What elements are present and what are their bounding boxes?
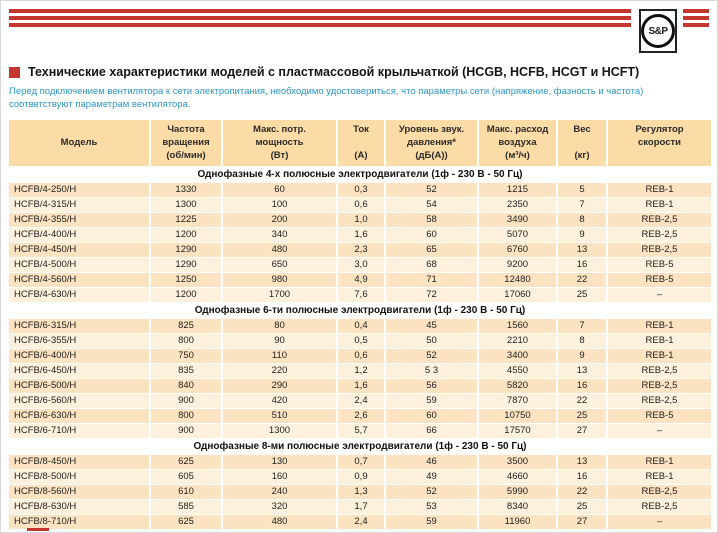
table-cell: 25 [558,409,608,423]
table-cell: 58 [386,213,479,227]
table-cell: 80 [223,319,338,333]
table-cell: 1,6 [338,228,386,242]
header-cell: Ток (А) [338,120,386,166]
table-cell: 27 [558,424,608,438]
table-cell: 1330 [151,183,223,197]
table-cell: 1290 [151,258,223,272]
table-cell: REB-2,5 [608,485,711,499]
table-cell: 5,7 [338,424,386,438]
section-title-row: Однофазные 6-ти полюсные электродвигатели (1ф - 230 В - 50 Гц) [9,303,711,318]
table-cell: HCFB/4-450/H [9,243,151,257]
table-cell: HCFB/4-315/H [9,198,151,212]
table-cell: REB-1 [608,470,711,484]
table-row [9,364,711,378]
table-cell: 7870 [479,394,558,408]
table-cell: 22 [558,485,608,499]
table-cell: REB-2,5 [608,213,711,227]
table-cell: 480 [223,515,338,529]
table-cell: 0,7 [338,455,386,469]
table-cell: REB-2,5 [608,500,711,514]
table-cell: 13 [558,243,608,257]
top-banner [9,9,709,55]
table-cell: 625 [151,515,223,529]
table-cell: 4550 [479,364,558,378]
table-cell: 8 [558,334,608,348]
table-cell: 605 [151,470,223,484]
table-cell: – [608,288,711,302]
table-cell: 110 [223,349,338,363]
table-row [9,334,711,348]
table-cell: 200 [223,213,338,227]
sp-logo [639,9,677,53]
table-cell: 1300 [151,198,223,212]
table-cell: 1,0 [338,213,386,227]
section-heading [9,65,709,79]
table-cell: REB-2,5 [608,364,711,378]
table-cell: 22 [558,273,608,287]
table-cell: 420 [223,394,338,408]
table-cell: 1,7 [338,500,386,514]
table-cell: 625 [151,455,223,469]
table-cell: 340 [223,228,338,242]
table-header-row [9,120,711,166]
table-cell: REB-2,5 [608,379,711,393]
table-cell: 510 [223,409,338,423]
table-cell: 17570 [479,424,558,438]
page-title: Технические характеристики моделей с пластмассовой крыльчаткой (HCGB, HCFB, HCGT и HCFT) [28,65,640,79]
table-cell: 220 [223,364,338,378]
table-cell: 52 [386,485,479,499]
table-row [9,258,711,272]
table-cell: 49 [386,470,479,484]
table-cell: HCFB/6-450/H [9,364,151,378]
table-cell: 59 [386,515,479,529]
table-row [9,228,711,242]
table-cell: 6760 [479,243,558,257]
table-cell: 9 [558,349,608,363]
table-row [9,379,711,393]
table-cell: REB-1 [608,183,711,197]
table-cell: 7 [558,198,608,212]
table-cell: 3490 [479,213,558,227]
table-cell: HCFB/6-710/H [9,424,151,438]
table-cell: 11960 [479,515,558,529]
table-cell: 585 [151,500,223,514]
table-cell: 52 [386,349,479,363]
section-title-row: Однофазные 4-х полюсные электродвигатели (1ф - 230 В - 50 Гц) [9,167,711,182]
table-cell: REB-2,5 [608,243,711,257]
table-cell: 60 [386,228,479,242]
table-cell: 66 [386,424,479,438]
table-cell: 5990 [479,485,558,499]
table-cell: HCFB/4-560/H [9,273,151,287]
table-cell: 27 [558,515,608,529]
table-cell: 825 [151,319,223,333]
table-cell: 1225 [151,213,223,227]
table-row [9,470,711,484]
table-cell: 480 [223,243,338,257]
table-cell: 0,6 [338,349,386,363]
table-row [9,455,711,469]
table-row [9,349,711,363]
table-cell: 0,6 [338,198,386,212]
table-cell: 60 [223,183,338,197]
table-cell: 1,3 [338,485,386,499]
header-cell: Частота вращения (об/мин) [151,120,223,166]
table-cell: REB-2,5 [608,394,711,408]
table-cell: 1560 [479,319,558,333]
table-row [9,500,711,514]
table-row [9,183,711,197]
intro-note: Перед подключением вентилятора к сети электропитания, необходимо удостовериться, что параметры сети (напряжение, фазность и частота) соответствуют параметрам вентилятора. [9,86,644,110]
table-cell: HCFB/8-710/H [9,515,151,529]
table-cell: 16 [558,258,608,272]
table-cell: 1,2 [338,364,386,378]
table-cell: 10750 [479,409,558,423]
table-cell: 13 [558,455,608,469]
table-row [9,288,711,302]
table-cell: REB-1 [608,198,711,212]
table-cell: HCFB/8-560/H [9,485,151,499]
table-cell: HCFB/6-560/H [9,394,151,408]
header-cell: Макс. потр. мощность (Вт) [223,120,338,166]
table-cell: 46 [386,455,479,469]
table-cell: 290 [223,379,338,393]
table-cell: 8340 [479,500,558,514]
table-cell: 1300 [223,424,338,438]
table-cell: 25 [558,500,608,514]
table-cell: 71 [386,273,479,287]
table-cell: 5070 [479,228,558,242]
table-cell: 1250 [151,273,223,287]
table-cell: 750 [151,349,223,363]
table-cell: 2,4 [338,515,386,529]
table-cell: 8 [558,213,608,227]
table-cell: 25 [558,288,608,302]
table-cell: 1700 [223,288,338,302]
table-cell: 130 [223,455,338,469]
table-cell: 100 [223,198,338,212]
table-cell: HCFB/4-250/H [9,183,151,197]
table-cell: 2,6 [338,409,386,423]
table-cell: 160 [223,470,338,484]
table-cell: HCFB/4-630/H [9,288,151,302]
table-cell: 7 [558,319,608,333]
table-cell: 5 3 [386,364,479,378]
table-cell: 72 [386,288,479,302]
header-cell: Модель [9,120,151,166]
table-cell: 60 [386,409,479,423]
red-stripes-left [9,9,631,30]
table-cell: 9 [558,228,608,242]
table-cell: 240 [223,485,338,499]
table-cell: 3400 [479,349,558,363]
table-cell: – [608,424,711,438]
table-cell: HCFB/8-450/H [9,455,151,469]
table-cell: 17060 [479,288,558,302]
table-cell: 610 [151,485,223,499]
table-cell: REB-5 [608,258,711,272]
table-cell: 980 [223,273,338,287]
table-cell: 0,9 [338,470,386,484]
sp-logo-text: S&P [641,14,675,48]
table-cell: 16 [558,379,608,393]
table-cell: 800 [151,409,223,423]
table-cell: 9200 [479,258,558,272]
table-cell: HCFB/6-500/H [9,379,151,393]
table-cell: 840 [151,379,223,393]
table-cell: 59 [386,394,479,408]
table-cell: REB-1 [608,455,711,469]
table-row [9,198,711,212]
table-cell: 2,3 [338,243,386,257]
table-cell: HCFB/4-355/H [9,213,151,227]
section-title-row: Однофазные 8-ми полюсные электродвигатели (1ф - 230 В - 50 Гц) [9,439,711,454]
table-row [9,515,711,529]
table-cell: REB-2,5 [608,228,711,242]
table-cell: HCFB/8-630/H [9,500,151,514]
table-cell: 54 [386,198,479,212]
spec-table [9,120,711,529]
table-row [9,485,711,499]
table-row [9,319,711,333]
table-cell: HCFB/8-500/H [9,470,151,484]
table-cell: 650 [223,258,338,272]
red-square-bullet-icon [9,67,20,78]
table-cell: 1200 [151,288,223,302]
header-cell: Регулятор скорости [608,120,711,166]
table-cell: 1,6 [338,379,386,393]
table-cell: 16 [558,470,608,484]
table-cell: 3,0 [338,258,386,272]
table-cell: 0,5 [338,334,386,348]
table-cell: 22 [558,394,608,408]
table-cell: 65 [386,243,479,257]
table-cell: 13 [558,364,608,378]
table-cell: REB-1 [608,319,711,333]
table-cell: 2210 [479,334,558,348]
table-cell: HCFB/6-315/H [9,319,151,333]
table-cell: 3500 [479,455,558,469]
header-cell: Вес (кг) [558,120,608,166]
table-cell: 56 [386,379,479,393]
table-row [9,243,711,257]
table-cell: 0,4 [338,319,386,333]
table-cell: 0,3 [338,183,386,197]
table-cell: 1215 [479,183,558,197]
table-cell: HCFB/4-500/H [9,258,151,272]
table-cell: 2,4 [338,394,386,408]
table-cell: HCFB/6-400/H [9,349,151,363]
table-cell: 50 [386,334,479,348]
table-cell: REB-5 [608,409,711,423]
table-cell: – [608,515,711,529]
table-row [9,273,711,287]
table-cell: REB-5 [608,273,711,287]
table-cell: 4660 [479,470,558,484]
table-cell: 68 [386,258,479,272]
table-cell: 2350 [479,198,558,212]
table-cell: 12480 [479,273,558,287]
table-cell: 53 [386,500,479,514]
table-cell: 900 [151,394,223,408]
table-row [9,424,711,438]
table-cell: 5 [558,183,608,197]
table-cell: 7,6 [338,288,386,302]
table-cell: 835 [151,364,223,378]
table-row [9,409,711,423]
table-cell: 320 [223,500,338,514]
table-cell: 5820 [479,379,558,393]
table-cell: 4,9 [338,273,386,287]
table-cell: 90 [223,334,338,348]
header-cell: Уровень звук. давления* (дБ(А)) [386,120,479,166]
table-cell: 1290 [151,243,223,257]
table-cell: 52 [386,183,479,197]
header-cell: Макс. расход воздуха (м³/ч) [479,120,558,166]
table-cell: 800 [151,334,223,348]
table-row [9,394,711,408]
table-cell: REB-1 [608,349,711,363]
table-body [9,167,711,529]
table-cell: REB-1 [608,334,711,348]
bottom-red-dash [27,528,49,531]
table-cell: 45 [386,319,479,333]
table-cell: HCFB/6-355/H [9,334,151,348]
table-cell: 1200 [151,228,223,242]
table-cell: HCFB/6-630/H [9,409,151,423]
red-stripes-right [683,9,709,30]
table-cell: 900 [151,424,223,438]
table-cell: HCFB/4-400/H [9,228,151,242]
table-row [9,213,711,227]
